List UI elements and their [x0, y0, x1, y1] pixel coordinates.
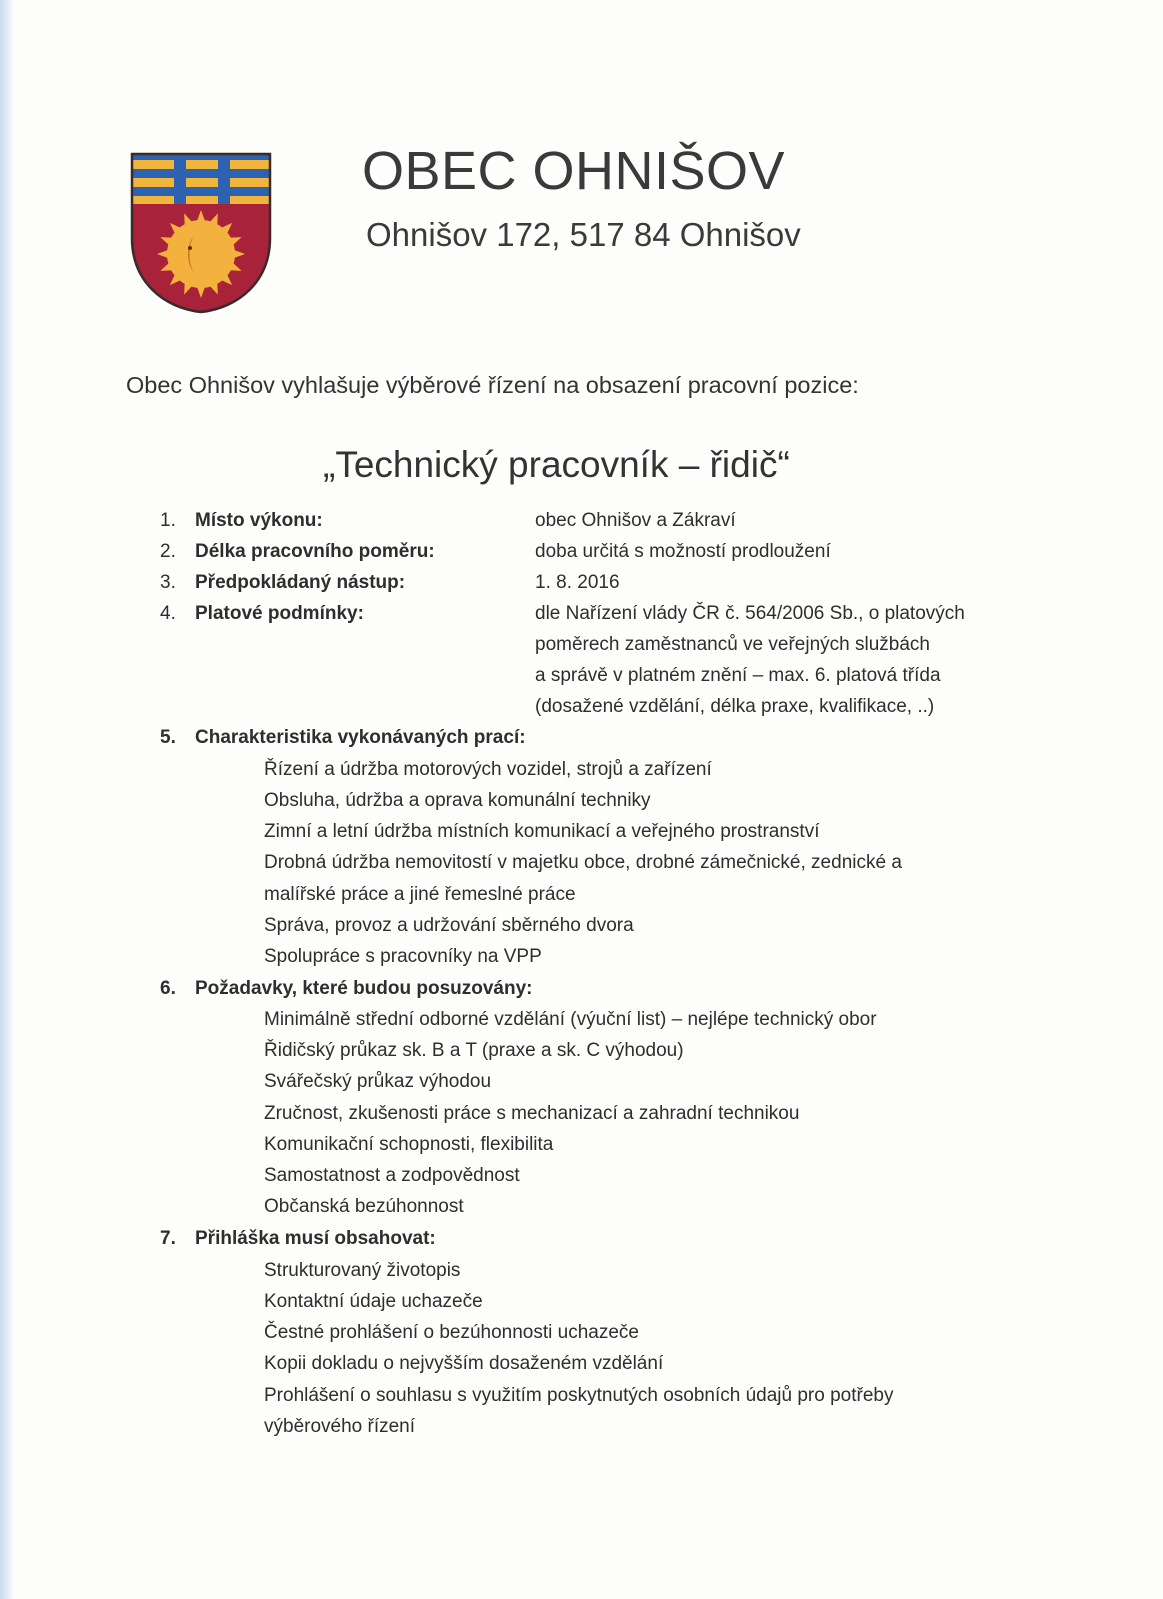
- item-number: 2.: [160, 541, 176, 562]
- list-item-text: Prohlášení o souhlasu s využitím poskytnutých osobních údajů pro potřeby: [264, 1385, 894, 1406]
- list-item-text: malířské práce a jiné řemeslné práce: [264, 884, 576, 905]
- item-number: 1.: [160, 510, 176, 531]
- intro-text: Obec Ohnišov vyhlašuje výběrové řízení na obsazení pracovní pozice:: [126, 372, 859, 398]
- item-label: Délka pracovního poměru:: [195, 541, 435, 562]
- list-item-text: Komunikační schopnosti, flexibilita: [264, 1134, 554, 1155]
- page-title: OBEC OHNIŠOV: [362, 141, 786, 201]
- item-value: a správě v platném znění – max. 6. platová třída: [535, 665, 941, 686]
- list-item-text: výběrového řízení: [264, 1416, 416, 1437]
- section-number: 7.: [160, 1228, 176, 1249]
- list-item-text: Řidičský průkaz sk. B a T (praxe a sk. C výhodou): [264, 1040, 684, 1061]
- item-value: obec Ohnišov a Zákraví: [535, 510, 736, 531]
- section-label: Charakteristika vykonávaných prací:: [195, 727, 526, 748]
- section-label: Požadavky, které budou posuzovány:: [195, 978, 533, 999]
- item-label: Místo výkonu:: [195, 510, 323, 531]
- item-number: 3.: [160, 572, 176, 593]
- item-label: Předpokládaný nástup:: [195, 572, 406, 593]
- list-item-text: Zručnost, zkušenosti práce s mechanizací a zahradní technikou: [264, 1103, 800, 1124]
- section-label: Přihláška musí obsahovat:: [195, 1228, 436, 1249]
- list-item-text: Minimálně střední odborné vzdělání (výuční list) – nejlépe technický obor: [264, 1009, 877, 1030]
- list-item-text: Strukturovaný životopis: [264, 1260, 461, 1281]
- item-value: (dosažené vzdělání, délka praxe, kvalifikace, ..): [535, 696, 935, 717]
- list-item-text: Svářečský průkaz výhodou: [264, 1071, 492, 1092]
- list-item-text: Samostatnost a zodpovědnost: [264, 1165, 520, 1186]
- item-value: 1. 8. 2016: [535, 572, 620, 593]
- list-item-text: Kopii dokladu o nejvyšším dosaženém vzdělání: [264, 1353, 664, 1374]
- item-label: Platové podmínky:: [195, 603, 364, 624]
- list-item-text: Řízení a údržba motorových vozidel, strojů a zařízení: [264, 759, 712, 780]
- section-number: 5.: [160, 727, 176, 748]
- list-item-text: Kontaktní údaje uchazeče: [264, 1291, 483, 1312]
- list-item-text: Drobná údržba nemovitostí v majetku obce, drobné zámečnické, zednické a: [264, 852, 902, 873]
- list-item-text: Občanská bezúhonnost: [264, 1196, 464, 1217]
- section-number: 6.: [160, 978, 176, 999]
- list-item-text: Čestné prohlášení o bezúhonnosti uchazeče: [264, 1322, 639, 1343]
- list-item-text: Zimní a letní údržba místních komunikací a veřejného prostranství: [264, 821, 820, 842]
- item-number: 4.: [160, 603, 176, 624]
- list-item-text: Obsluha, údržba a oprava komunální techniky: [264, 790, 651, 811]
- item-value: poměrech zaměstnanců ve veřejných službách: [535, 634, 930, 655]
- position-title: „Technický pracovník – řidič“: [323, 444, 790, 485]
- list-item-text: Správa, provoz a udržování sběrného dvora: [264, 915, 634, 936]
- address: Ohnišov 172, 517 84 Ohnišov: [366, 216, 801, 253]
- item-value: dle Nařízení vlády ČR č. 564/2006 Sb., o platových: [535, 603, 965, 624]
- list-item-text: Spolupráce s pracovníky na VPP: [264, 946, 542, 967]
- item-value: doba určitá s možností prodloužení: [535, 541, 831, 562]
